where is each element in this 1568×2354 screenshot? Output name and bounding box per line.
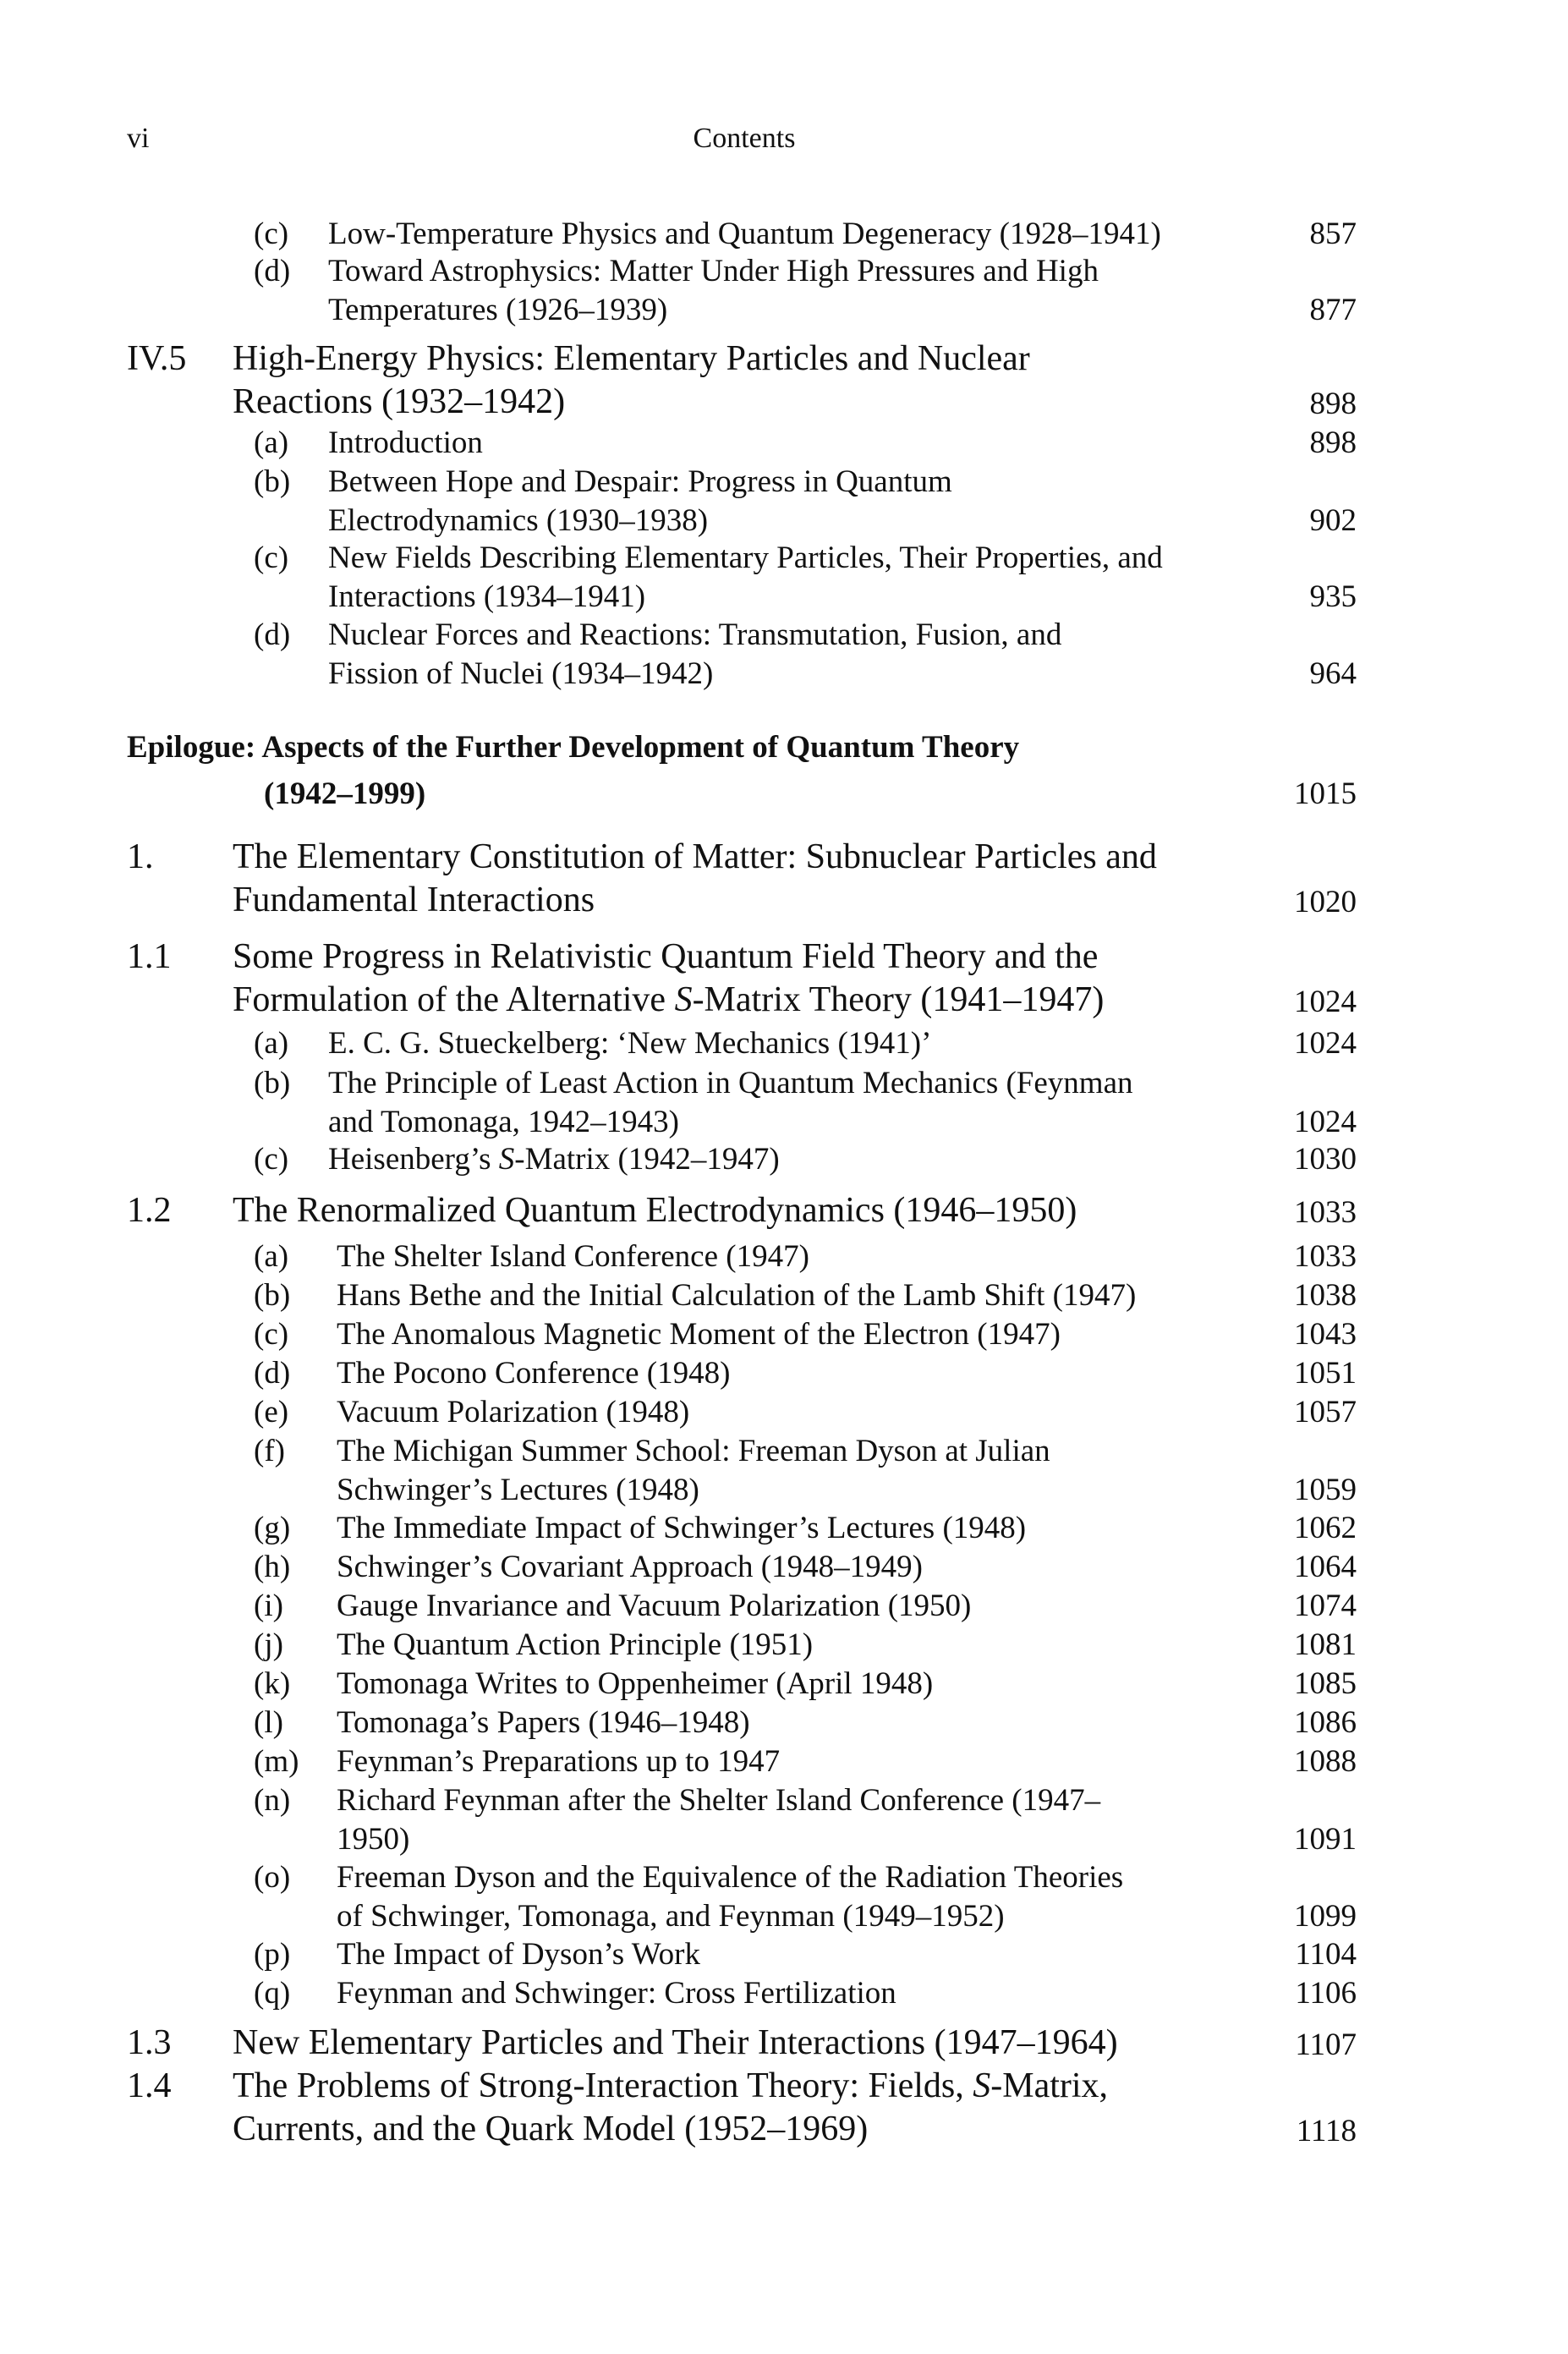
toc-entry-number: (g) [254, 1511, 291, 1545]
toc-entry-page-number: 1091 [1294, 1822, 1357, 1857]
toc-entry-title-line: The Renormalized Quantum Electrodynamics (1946–1950) [233, 1191, 1077, 1230]
toc-entry-page-number: 1074 [1294, 1589, 1357, 1623]
toc-entry-title-line: The Anomalous Magnetic Moment of the Electron (1947) [337, 1317, 1061, 1352]
toc-entry-title-line: Low-Temperature Physics and Quantum Degeneracy (1928–1941) [328, 217, 1161, 251]
toc-entry-title-line: Nuclear Forces and Reactions: Transmutation, Fusion, and [328, 617, 1062, 652]
toc-entry-title-line: Tomonaga Writes to Oppenheimer (April 1948) [337, 1666, 934, 1701]
toc-entry-title-line: High-Energy Physics: Elementary Particles and Nuclear [233, 339, 1030, 378]
running-title: Contents [693, 123, 796, 154]
toc-entry-title-line: 1950) [337, 1822, 410, 1857]
toc-entry-page-number: 1024 [1294, 1026, 1357, 1061]
toc-entry-title-line: Vacuum Polarization (1948) [337, 1395, 690, 1429]
page-header [127, 123, 1362, 163]
toc-entry-title-line: The Michigan Summer School: Freeman Dyson at Julian [337, 1434, 1050, 1468]
toc-entry-number: (i) [254, 1589, 283, 1623]
toc-entry-title-line: The Shelter Island Conference (1947) [337, 1239, 809, 1274]
toc-entry-number: (b) [254, 1066, 291, 1100]
toc-entry-page-number: 1106 [1295, 1976, 1357, 2011]
toc-entry-page-number: 935 [1309, 579, 1357, 614]
toc-entry-page-number: 1057 [1294, 1395, 1357, 1429]
toc-entry-title-line: The Impact of Dyson’s Work [337, 1937, 700, 1972]
toc-entry-number: (c) [254, 1317, 289, 1352]
toc-entry-title-line: The Problems of Strong-Interaction Theory: Fields, S-Matrix, [233, 2066, 1109, 2105]
toc-entry-number: (m) [254, 1744, 299, 1779]
toc-entry-page-number: 1020 [1294, 885, 1357, 919]
toc-entry-number: (h) [254, 1550, 291, 1584]
toc-entry-number: (q) [254, 1976, 291, 2011]
toc-entry-title-line: and Tomonaga, 1942–1943) [328, 1105, 679, 1139]
toc-entry-page-number: 1088 [1294, 1744, 1357, 1779]
toc-entry-number: (k) [254, 1666, 291, 1701]
toc-entry-title-line: Feynman’s Preparations up to 1947 [337, 1744, 781, 1779]
toc-entry-title-line: Electrodynamics (1930–1938) [328, 503, 709, 538]
toc-entry-title-line: New Elementary Particles and Their Interactions (1947–1964) [233, 2023, 1118, 2062]
toc-entry-page-number: 1081 [1294, 1627, 1357, 1662]
toc-entry-number: (b) [254, 464, 291, 499]
toc-entry-number: 1.1 [127, 937, 172, 976]
toc-entry-title-line: Fundamental Interactions [233, 881, 595, 919]
toc-entry-number: (a) [254, 1026, 289, 1061]
toc-entry-page-number: 898 [1309, 425, 1357, 460]
toc-entry-number: IV.5 [127, 339, 187, 378]
toc-entry-number: (d) [254, 1356, 291, 1391]
toc-entry-title-line: The Quantum Action Principle (1951) [337, 1627, 814, 1662]
toc-entry-page-number: 1085 [1294, 1666, 1357, 1701]
toc-entry-title-line: (1942–1999) [264, 776, 426, 811]
toc-entry-number: (j) [254, 1627, 283, 1662]
toc-entry-page-number: 1062 [1294, 1511, 1357, 1545]
toc-entry-number: (e) [254, 1395, 289, 1429]
toc-entry-title-line: The Elementary Constitution of Matter: Subnuclear Particles and [233, 837, 1157, 876]
toc-entry-number: (d) [254, 254, 291, 288]
toc-entry-title-line: The Pocono Conference (1948) [337, 1356, 731, 1391]
toc-entry-title-line: Interactions (1934–1941) [328, 579, 646, 614]
toc-entry-title-line: Between Hope and Despair: Progress in Quantum [328, 464, 952, 499]
toc-entry-title-line: of Schwinger, Tomonaga, and Feynman (1949–1952) [337, 1899, 1005, 1934]
toc-entry-page-number: 1024 [1294, 985, 1357, 1019]
toc-entry-number: 1.3 [127, 2023, 172, 2062]
toc-entry-title-line: Formulation of the Alternative S-Matrix Theory (1941–1947) [233, 980, 1105, 1019]
toc-entry-title-line: Introduction [328, 425, 483, 460]
toc-entry-title-line: Reactions (1932–1942) [233, 382, 566, 421]
toc-entry-number: (a) [254, 1239, 289, 1274]
toc-entry-page-number: 898 [1309, 387, 1357, 421]
toc-entry-number: (c) [254, 1142, 289, 1177]
toc-entry-number: 1.2 [127, 1191, 172, 1230]
toc-entry-title-line: Schwinger’s Lectures (1948) [337, 1473, 699, 1507]
toc-entry-number: 1. [127, 837, 154, 876]
toc-entry-page-number: 902 [1309, 503, 1357, 538]
toc-entry-number: (l) [254, 1705, 283, 1740]
toc-entry-number: 1.4 [127, 2066, 172, 2105]
toc-entry-page-number: 1038 [1294, 1278, 1357, 1313]
toc-entry-page-number: 1051 [1294, 1356, 1357, 1391]
page-number: vi [127, 123, 150, 154]
toc-entry-title-line: Currents, and the Quark Model (1952–1969) [233, 2110, 869, 2148]
toc-entry-page-number: 1043 [1294, 1317, 1357, 1352]
toc-entry-page-number: 1086 [1294, 1705, 1357, 1740]
toc-entry-page-number: 964 [1309, 656, 1357, 691]
toc-entry-page-number: 1024 [1294, 1105, 1357, 1139]
toc-entry-title-line: Heisenberg’s S-Matrix (1942–1947) [328, 1142, 780, 1177]
toc-entry-number: (d) [254, 617, 291, 652]
toc-entry-title-line: Fission of Nuclei (1934–1942) [328, 656, 714, 691]
toc-entry-page-number: 1033 [1294, 1195, 1357, 1230]
toc-entry-number: (o) [254, 1860, 291, 1895]
toc-entry-title-line: Freeman Dyson and the Equivalence of the Radiation Theories [337, 1860, 1124, 1895]
toc-entry-page-number: 877 [1309, 293, 1357, 327]
toc-entry-number: (a) [254, 425, 289, 460]
toc-entry-title-line: The Principle of Least Action in Quantum Mechanics (Feynman [328, 1066, 1133, 1100]
toc-entry-title-line: The Immediate Impact of Schwinger’s Lectures (1948) [337, 1511, 1027, 1545]
toc-entry-page-number: 1030 [1294, 1142, 1357, 1177]
toc-entry-page-number: 1099 [1294, 1899, 1357, 1934]
toc-entry-number: (c) [254, 217, 289, 251]
toc-entry-page-number: 857 [1309, 217, 1357, 251]
toc-entry-number: (n) [254, 1783, 291, 1818]
toc-entry-title-line: E. C. G. Stueckelberg: ‘New Mechanics (1941)’ [328, 1026, 932, 1061]
toc-entry-page-number: 1064 [1294, 1550, 1357, 1584]
toc-entry-number: (b) [254, 1278, 291, 1313]
toc-entry-title-line: Schwinger’s Covariant Approach (1948–1949) [337, 1550, 923, 1584]
toc-entry-page-number: 1059 [1294, 1473, 1357, 1507]
toc-entry-title-line: Richard Feynman after the Shelter Island Conference (1947– [337, 1783, 1101, 1818]
toc-entry-title-line: Tomonaga’s Papers (1946–1948) [337, 1705, 750, 1740]
toc-entry-page-number: 1107 [1295, 2028, 1357, 2062]
toc-entry-title-line: Some Progress in Relativistic Quantum Field Theory and the [233, 937, 1099, 976]
toc-entry-title-line: Hans Bethe and the Initial Calculation of the Lamb Shift (1947) [337, 1278, 1137, 1313]
toc-entry-page-number: 1104 [1295, 1937, 1357, 1972]
toc-entry-title-line: Gauge Invariance and Vacuum Polarization (1950) [337, 1589, 972, 1623]
toc-entry-title-line: Temperatures (1926–1939) [328, 293, 668, 327]
toc-entry-title-line: Epilogue: Aspects of the Further Development of Quantum Theory [127, 730, 1020, 765]
toc-entry-number: (c) [254, 540, 289, 575]
toc-entry-title-line: Feynman and Schwinger: Cross Fertilization [337, 1976, 896, 2011]
toc-entry-number: (f) [254, 1434, 285, 1468]
toc-entry-number: (p) [254, 1937, 291, 1972]
toc-entry-title-line: Toward Astrophysics: Matter Under High Pressures and High [328, 254, 1099, 288]
toc-entry-page-number: 1118 [1296, 2114, 1357, 2148]
toc-entry-title-line: New Fields Describing Elementary Particles, Their Properties, and [328, 540, 1163, 575]
toc-entry-page-number: 1015 [1294, 776, 1357, 811]
toc-entry-page-number: 1033 [1294, 1239, 1357, 1274]
